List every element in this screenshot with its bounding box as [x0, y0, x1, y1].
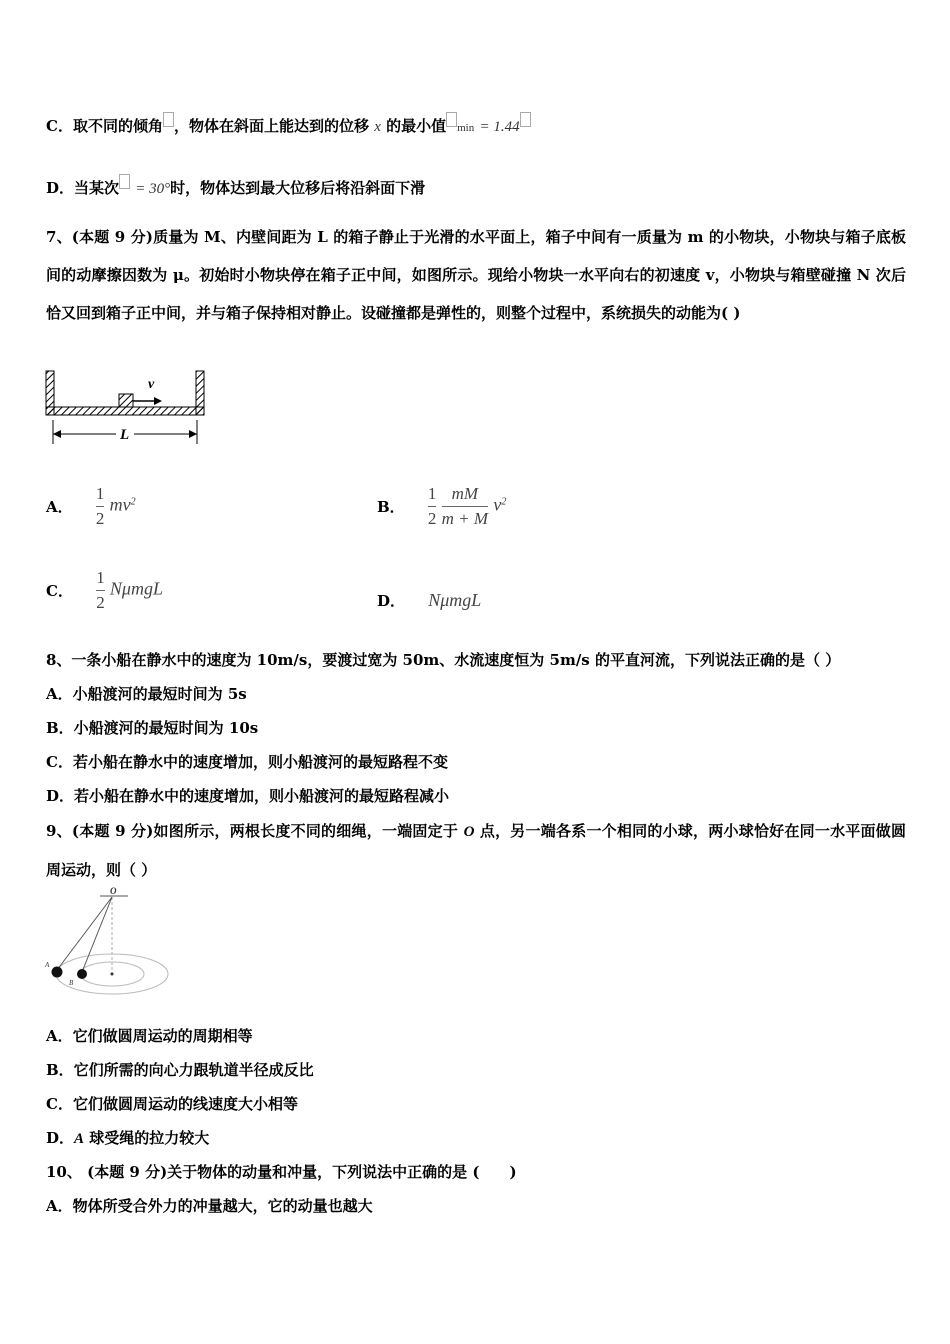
x-placeholder-icon [446, 112, 457, 127]
q10-option-a: A．物体所受合外力的冲量越大，它的动量也越大 [46, 1197, 373, 1215]
ball-b [77, 969, 87, 979]
ball-a [52, 967, 63, 978]
string-b [82, 897, 112, 972]
q9-option-c: C．它们做圆周运动的线速度大小相等 [46, 1095, 298, 1113]
ball-b-label: B [69, 979, 74, 987]
small-block [119, 394, 133, 407]
q6-option-d: D．当某次 = 30°时，物体达到最大位移后将沿斜面下滑 [46, 178, 425, 199]
q9-stem: 9、(本题 9 分)如图所示，两根长度不同的细绳，一端固定于 O 点，另一端各系一个相同的小球，两小球恰好在同一水平面做圆周运动，则（ ） [46, 822, 906, 879]
q7-option-a: A． $\frac{1}{2}$ $mv^2$ [46, 484, 136, 528]
q7-option-c: C． $\frac{1}{2}$ NμmgL [46, 568, 163, 612]
q8-stem: 8、一条小船在静水中的速度为 10m/s，要渡过宽为 50m、水流速度恒为 5m/s 的平直河流，下列说法正确的是（ ） [46, 651, 841, 669]
q8-option-a: A．小船渡河的最短时间为 5s [46, 685, 247, 703]
q8-option-d: D．若小船在静水中的速度增加，则小船渡河的最短路程减小 [46, 787, 450, 805]
theta-placeholder-icon [119, 174, 130, 189]
string-a [57, 897, 112, 970]
ball-a-label: A [45, 961, 50, 969]
q7-option-d: D． NμmgL [377, 590, 482, 610]
q9-option-d: D．A 球受绳的拉力较大 [46, 1129, 210, 1147]
length-label: L [120, 427, 130, 443]
q8-option-b: B．小船渡河的最短时间为 10s [46, 719, 259, 737]
q7-stem: 7、(本题 9 分)质量为 M、内壁间距为 L 的箱子静止于光滑的水平面上，箱子中间有一质量为 m 的小物块，小物块与箱子底板间的动摩擦因数为 μ。初始时小物块停在箱子正中间，如图所示。现给小物块一水平向右的初速度 v，小物块与箱壁碰撞 N 次后恰又回到箱子正中间，并与箱子保持相对静止。设碰撞都是弹性的，则整个过程中，系统损失的动能为( ) [46, 228, 906, 322]
velocity-label: v [148, 377, 155, 392]
q8-option-c: C．若小船在静水中的速度增加，则小船渡河的最短路程不变 [46, 753, 448, 771]
q10-stem: 10、 (本题 9 分)关于物体的动量和冲量，下列说法中正确的是 ( ) [46, 1163, 517, 1181]
box-floor [46, 407, 204, 415]
q9-pendulum-figure [44, 886, 174, 1004]
q7-box-figure [44, 368, 210, 448]
q6-option-c: C．取不同的倾角 ，物体在斜面上能达到的位移 x 的最小值 min = 1.44 [46, 116, 531, 138]
theta-placeholder-icon [163, 112, 174, 127]
center-dot [111, 973, 114, 976]
pivot-label: O [110, 886, 117, 896]
q9-option-b: B．它们所需的向心力跟轨道半径成反比 [46, 1061, 314, 1079]
q9-option-a: A．它们做圆周运动的周期相等 [46, 1027, 253, 1045]
q7-option-b: B． $\frac{1}{2}$ $\frac{mM}{m + M}$ $v^2$ [377, 484, 507, 528]
unit-placeholder-icon [520, 112, 531, 127]
